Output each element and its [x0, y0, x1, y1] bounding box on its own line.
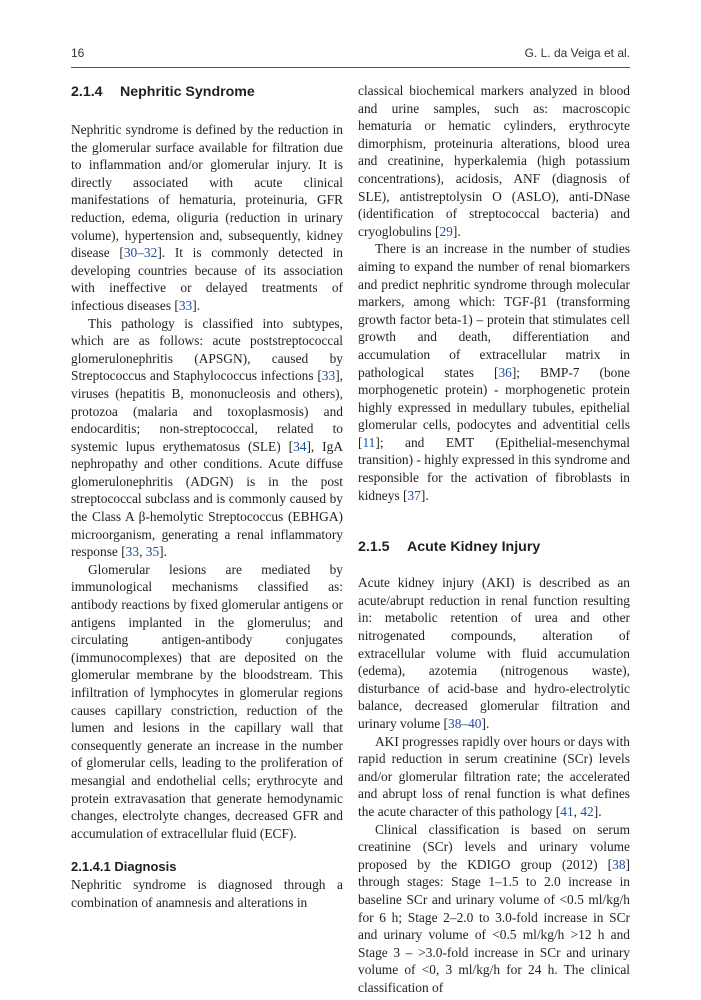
citation-link[interactable]: 37	[407, 487, 421, 503]
paragraph: Acute kidney injury (AKI) is described as an acute/abrupt reduction in renal function resulting in: metabolic retention of urea and other nitrogenated compounds, alteration of extracellular volume with fluid accumulation (edema), azotemia (nitrogenous waste), disturbance of acid-base and hydro-electrolytic balance, decreased glomerular filtration and urinary volume [38–40].	[358, 575, 630, 731]
subsection-heading-diagnosis: 2.1.4.1 Diagnosis	[71, 859, 177, 875]
citation-link[interactable]: 29	[439, 223, 453, 239]
paragraph: AKI progresses rapidly over hours or days with rapid reduction in serum creatinine (SCr) levels and/or glomerular filtration rate; the accelerated and abrupt loss of renal function is what defines the acute character of this pathology [41, 42].	[358, 733, 630, 819]
page-number: 16	[71, 46, 85, 60]
section-title: Nephritic Syndrome	[120, 84, 255, 100]
paragraph: There is an increase in the number of studies aiming to expand the number of renal biomarkers and predict nephritic syndrome through molecular markers, among which: TGF-β1 (transforming growth factor beta-1) – protein that stimulates cell growth and death, differentiation and accumulation of extracellular matrix in pathological states [36]; BMP-7 (bone morphogenetic protein) - morphogenetic protein highly expressed in medullary tubules, epithelial glomerular cells, podocytes and adventitial cells [11]; and EMT (Epithelial-mesenchymal transition) - highly expressed in this syndrome and responsible for the activation of fibroblasts in kidneys [37].	[358, 241, 630, 503]
paragraph: Nephritic syndrome is diagnosed through a combination of anamnesis and alterations in	[71, 877, 343, 910]
paragraph: Clinical classification is based on serum creatinine (SCr) levels and urinary volume proposed by the KDIGO group (2012) [38] through stages: Stage 1–1.5 to 2.0 increase in baseline SCr and urinary volume of <0.5 ml/kg/h for 6 h; Stage 2–2.0 to 3.0-fold increase in SCr and urinary volume of <0.5 ml/kg/h >12 h and Stage 3 – >3.0-fold increase in SCr and urinary volume of <0, 3 ml/kg/h for 24 h. The clinical classification of	[358, 821, 630, 995]
section-number: 2.1.5	[358, 539, 390, 556]
paragraph: Glomerular lesions are mediated by immunological mechanisms classified as: antibody reactions by fixed glomerular antigens or antigens implanted in the glomerulus; and circulating antigen-antibody conjugates (immunocomplexes) that are deposited on the glomerular membrane by the bloodstream. This infiltration of lymphocytes in glomerular regions causes capillary constriction, reduction of the lumen and lesions in the capillary wall that consequently generate an increase in the number of glomerular cells, leading to the proliferation of mesangial and endothelial cells; erythrocyte and protein extravasation that generate hemodynamic changes, electrolyte changes, decreased GFR and accumulation of extracellular fluid (ECF).	[71, 561, 343, 841]
citation-link[interactable]: 41	[560, 803, 574, 819]
header-rule	[71, 67, 630, 68]
section-title: Acute Kidney Injury	[407, 539, 541, 556]
citation-link[interactable]: 35	[145, 544, 160, 560]
citation-link[interactable]: 33	[178, 297, 193, 313]
citation-link[interactable]: 30–32	[123, 245, 158, 261]
section-heading-nephritic-syndrome	[71, 82, 343, 102]
paragraph: This pathology is classified into subtypes, which are as follows: acute poststreptococcal glomerulonephritis (APSGN), caused by Streptococcus and Staphylococcus infections [33], viruses (hepatitis B, mononucleosis and others), protozoa (malaria and toxoplasmosis) and endocarditis; non-streptococcal, related to systemic lupus erythematosus (SLE) [34], IgA nephropathy and other conditions. Acute diffuse glomerulonephritis (ADGN) is in the post streptococcal subclass and is commonly caused by the Class A β-hemolytic Streptococcus (EBHGA) microorganism, generating a renal inflammatory response [33, 35].	[71, 315, 343, 560]
citation-link[interactable]: 11	[362, 434, 376, 450]
citation-link[interactable]: 34	[293, 438, 307, 454]
citation-link[interactable]: 36	[498, 364, 512, 380]
section-heading-acute-kidney-injury	[358, 537, 630, 557]
paragraph: Nephritic syndrome is defined by the reduction in the glomerular surface available for filtration due to inflammation and/or glomerular injury. It is directly associated with acute clinical manifestations of hematuria, proteinuria, GFR reduction, edema, oliguria (reduction in urinary volume), hypertension and, subsequently, kidney disease [30–32]. It is commonly detected in developing countries because of its association with ineffective or delayed treatments of infectious diseases [33].	[71, 122, 343, 313]
running-header	[71, 46, 630, 66]
running-head-authors: G. L. da Veiga et al.	[524, 46, 630, 60]
left-column	[71, 82, 343, 912]
citation-link[interactable]: 42	[580, 803, 594, 819]
paragraph-continued: classical biochemical markers analyzed in blood and urine samples, such as: macroscopic hematuria or hematic cylinders, erythrocyte dimorphism, proteinuria alterations, blood urea and creatinine, hyperkalemia (high potassium concentrations), acidosis, ANF (diagnosis of SLE), antistreptolysin O (ASLO), anti-DNase (identification of streptococcal bacteria) and cryoglobulins [29].	[358, 83, 631, 239]
citation-link[interactable]: 33	[321, 368, 336, 384]
citation-link[interactable]: 33	[125, 544, 140, 560]
citation-link[interactable]: 38	[612, 856, 626, 872]
citation-link[interactable]: 38–40	[448, 716, 482, 731]
right-column-content	[358, 82, 630, 997]
section-number: 2.1.4	[71, 84, 103, 100]
